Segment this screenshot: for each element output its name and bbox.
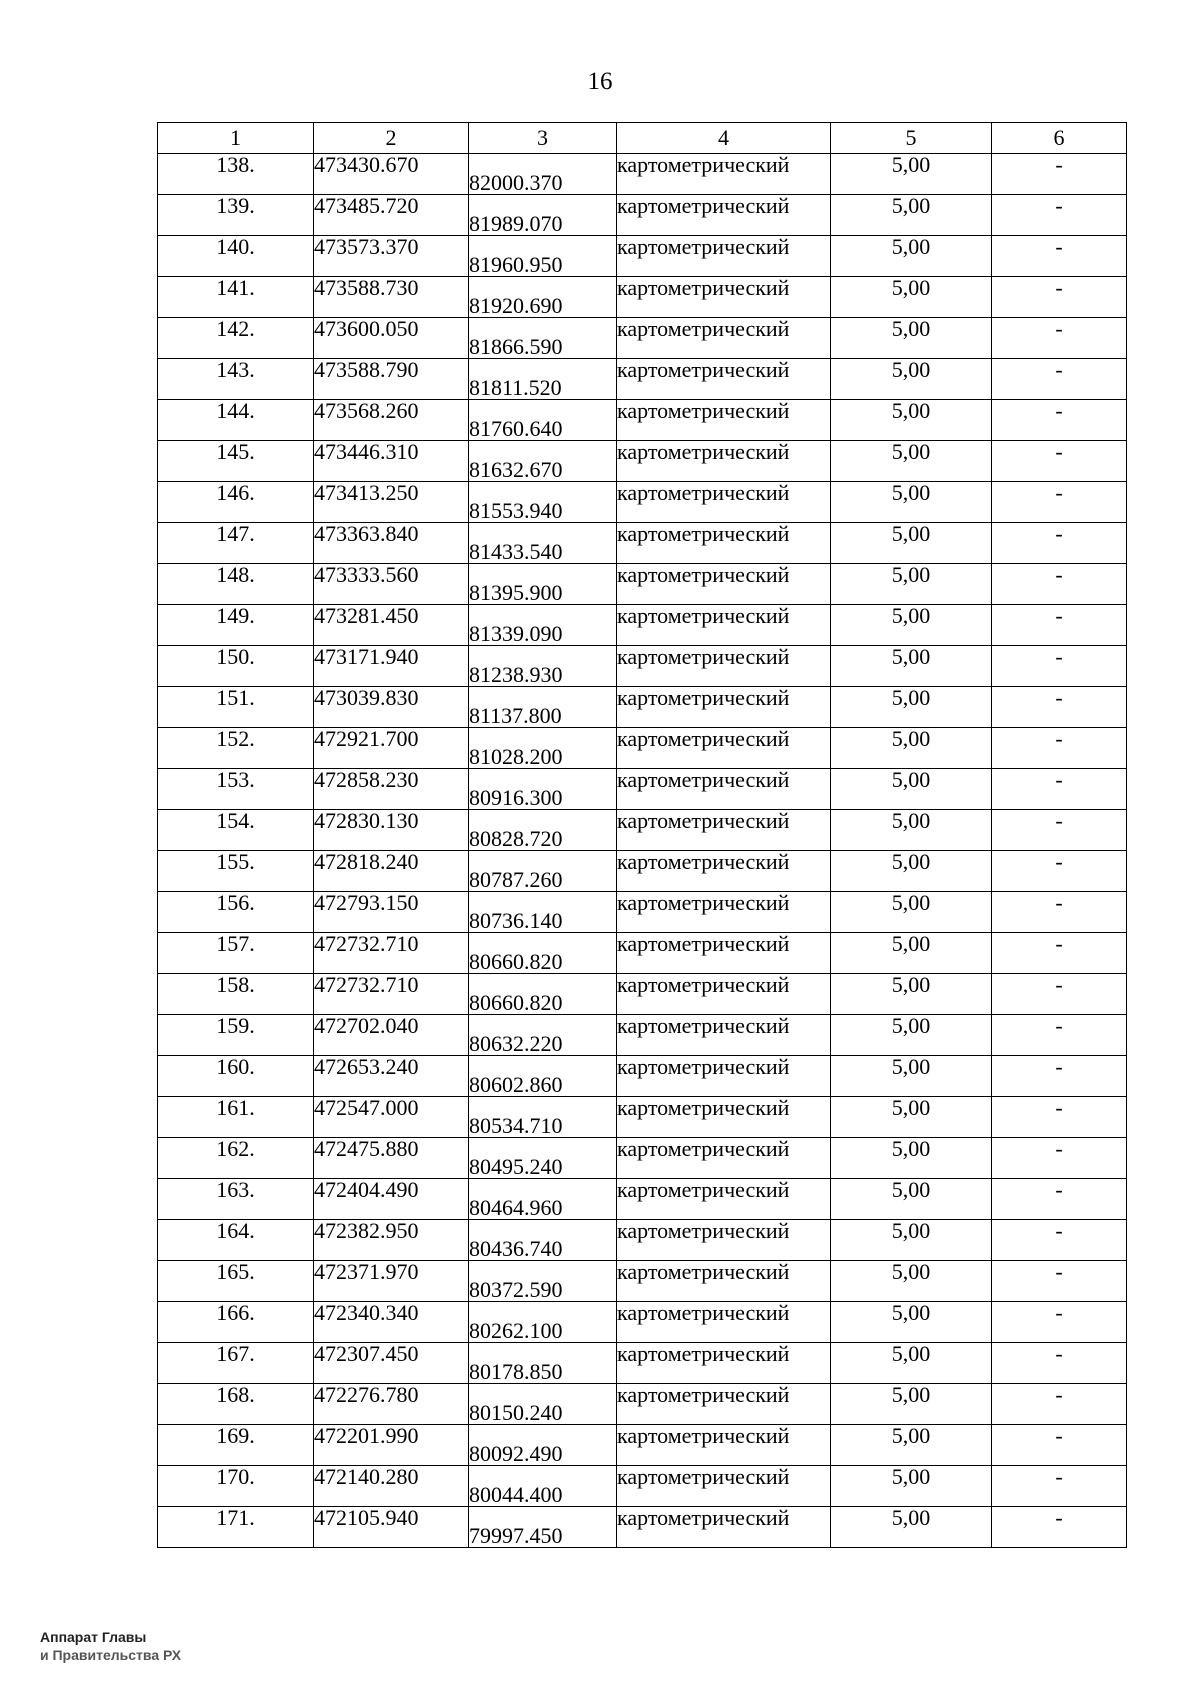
- accuracy-cell: 5,00: [831, 605, 992, 646]
- y-coordinate-cell: 81339.090: [469, 605, 617, 646]
- method-cell: картометрический: [617, 1507, 831, 1548]
- method-cell: картометрический: [617, 810, 831, 851]
- point-number-cell: 150.: [158, 646, 314, 687]
- point-number-cell: 165.: [158, 1261, 314, 1302]
- point-number-cell: 163.: [158, 1179, 314, 1220]
- note-cell: -: [992, 1015, 1127, 1056]
- point-number-cell: 169.: [158, 1425, 314, 1466]
- point-number-cell: 153.: [158, 769, 314, 810]
- x-coordinate-cell: 473430.670: [314, 154, 469, 195]
- table-row: [158, 1179, 1127, 1220]
- column-header: 5: [831, 123, 992, 154]
- x-coordinate-cell: 472858.230: [314, 769, 469, 810]
- x-coordinate-cell: 473588.790: [314, 359, 469, 400]
- note-cell: -: [992, 277, 1127, 318]
- x-coordinate-cell: 472921.700: [314, 728, 469, 769]
- accuracy-cell: 5,00: [831, 482, 992, 523]
- point-number-cell: 160.: [158, 1056, 314, 1097]
- table-row: [158, 1343, 1127, 1384]
- method-cell: картометрический: [617, 974, 831, 1015]
- x-coordinate-cell: 473446.310: [314, 441, 469, 482]
- note-cell: -: [992, 1179, 1127, 1220]
- point-number-cell: 166.: [158, 1302, 314, 1343]
- y-coordinate-cell: 80092.490: [469, 1425, 617, 1466]
- table-row: [158, 564, 1127, 605]
- accuracy-cell: 5,00: [831, 769, 992, 810]
- accuracy-cell: 5,00: [831, 277, 992, 318]
- method-cell: картометрический: [617, 564, 831, 605]
- note-cell: -: [992, 974, 1127, 1015]
- method-cell: картометрический: [617, 769, 831, 810]
- point-number-cell: 138.: [158, 154, 314, 195]
- point-number-cell: 161.: [158, 1097, 314, 1138]
- point-number-cell: 162.: [158, 1138, 314, 1179]
- method-cell: картометрический: [617, 1302, 831, 1343]
- point-number-cell: 158.: [158, 974, 314, 1015]
- table-row: [158, 810, 1127, 851]
- table-row: [158, 523, 1127, 564]
- x-coordinate-cell: 472404.490: [314, 1179, 469, 1220]
- note-cell: -: [992, 1425, 1127, 1466]
- point-number-cell: 146.: [158, 482, 314, 523]
- y-coordinate-cell: 81028.200: [469, 728, 617, 769]
- y-coordinate-cell: 80464.960: [469, 1179, 617, 1220]
- note-cell: -: [992, 1466, 1127, 1507]
- y-coordinate-cell: 80660.820: [469, 933, 617, 974]
- table-row: [158, 1138, 1127, 1179]
- note-cell: -: [992, 1384, 1127, 1425]
- accuracy-cell: 5,00: [831, 1466, 992, 1507]
- accuracy-cell: 5,00: [831, 441, 992, 482]
- x-coordinate-cell: 473568.260: [314, 400, 469, 441]
- note-cell: -: [992, 318, 1127, 359]
- x-coordinate-cell: 472793.150: [314, 892, 469, 933]
- note-cell: -: [992, 851, 1127, 892]
- y-coordinate-cell: 81632.670: [469, 441, 617, 482]
- y-coordinate-cell: 80632.220: [469, 1015, 617, 1056]
- method-cell: картометрический: [617, 1097, 831, 1138]
- note-cell: -: [992, 1138, 1127, 1179]
- table-row: [158, 728, 1127, 769]
- coordinates-table: [157, 122, 1127, 1548]
- y-coordinate-cell: 80262.100: [469, 1302, 617, 1343]
- point-number-cell: 156.: [158, 892, 314, 933]
- x-coordinate-cell: 472732.710: [314, 933, 469, 974]
- note-cell: -: [992, 892, 1127, 933]
- table-body: [158, 154, 1127, 1548]
- method-cell: картометрический: [617, 1425, 831, 1466]
- y-coordinate-cell: 80178.850: [469, 1343, 617, 1384]
- x-coordinate-cell: 472105.940: [314, 1507, 469, 1548]
- x-coordinate-cell: 472140.280: [314, 1466, 469, 1507]
- table-row: [158, 933, 1127, 974]
- accuracy-cell: 5,00: [831, 154, 992, 195]
- y-coordinate-cell: 80916.300: [469, 769, 617, 810]
- point-number-cell: 151.: [158, 687, 314, 728]
- y-coordinate-cell: 81866.590: [469, 318, 617, 359]
- table-row: [158, 1056, 1127, 1097]
- method-cell: картометрический: [617, 892, 831, 933]
- x-coordinate-cell: 472382.950: [314, 1220, 469, 1261]
- accuracy-cell: 5,00: [831, 687, 992, 728]
- x-coordinate-cell: 473333.560: [314, 564, 469, 605]
- table-row: [158, 974, 1127, 1015]
- x-coordinate-cell: 473573.370: [314, 236, 469, 277]
- note-cell: -: [992, 441, 1127, 482]
- method-cell: картометрический: [617, 318, 831, 359]
- y-coordinate-cell: 80602.860: [469, 1056, 617, 1097]
- y-coordinate-cell: 81433.540: [469, 523, 617, 564]
- note-cell: -: [992, 1343, 1127, 1384]
- y-coordinate-cell: 80660.820: [469, 974, 617, 1015]
- method-cell: картометрический: [617, 1343, 831, 1384]
- accuracy-cell: 5,00: [831, 195, 992, 236]
- point-number-cell: 170.: [158, 1466, 314, 1507]
- table-row: [158, 892, 1127, 933]
- accuracy-cell: 5,00: [831, 359, 992, 400]
- note-cell: -: [992, 1220, 1127, 1261]
- point-number-cell: 144.: [158, 400, 314, 441]
- accuracy-cell: 5,00: [831, 1179, 992, 1220]
- method-cell: картометрический: [617, 1138, 831, 1179]
- note-cell: -: [992, 1056, 1127, 1097]
- point-number-cell: 148.: [158, 564, 314, 605]
- x-coordinate-cell: 472307.450: [314, 1343, 469, 1384]
- note-cell: -: [992, 154, 1127, 195]
- method-cell: картометрический: [617, 1015, 831, 1056]
- accuracy-cell: 5,00: [831, 1097, 992, 1138]
- footer-stamp: [40, 1628, 181, 1664]
- x-coordinate-cell: 472201.990: [314, 1425, 469, 1466]
- method-cell: картометрический: [617, 195, 831, 236]
- method-cell: картометрический: [617, 646, 831, 687]
- table-row: [158, 1466, 1127, 1507]
- table-row: [158, 605, 1127, 646]
- note-cell: -: [992, 400, 1127, 441]
- y-coordinate-cell: 80534.710: [469, 1097, 617, 1138]
- accuracy-cell: 5,00: [831, 1015, 992, 1056]
- y-coordinate-cell: 80372.590: [469, 1261, 617, 1302]
- x-coordinate-cell: 472732.710: [314, 974, 469, 1015]
- table-header-row: [158, 123, 1127, 154]
- x-coordinate-cell: 473171.940: [314, 646, 469, 687]
- note-cell: -: [992, 1097, 1127, 1138]
- y-coordinate-cell: 80495.240: [469, 1138, 617, 1179]
- accuracy-cell: 5,00: [831, 1220, 992, 1261]
- table-row: [158, 1220, 1127, 1261]
- point-number-cell: 142.: [158, 318, 314, 359]
- table-row: [158, 1261, 1127, 1302]
- method-cell: картометрический: [617, 1466, 831, 1507]
- x-coordinate-cell: 473588.730: [314, 277, 469, 318]
- x-coordinate-cell: 472702.040: [314, 1015, 469, 1056]
- y-coordinate-cell: 82000.370: [469, 154, 617, 195]
- method-cell: картометрический: [617, 933, 831, 974]
- y-coordinate-cell: 81238.930: [469, 646, 617, 687]
- x-coordinate-cell: 472653.240: [314, 1056, 469, 1097]
- table-row: [158, 1302, 1127, 1343]
- accuracy-cell: 5,00: [831, 1138, 992, 1179]
- table-row: [158, 769, 1127, 810]
- column-header: 4: [617, 123, 831, 154]
- method-cell: картометрический: [617, 277, 831, 318]
- method-cell: картометрический: [617, 359, 831, 400]
- table-row: [158, 1015, 1127, 1056]
- accuracy-cell: 5,00: [831, 1056, 992, 1097]
- table-row: [158, 154, 1127, 195]
- y-coordinate-cell: 81989.070: [469, 195, 617, 236]
- point-number-cell: 143.: [158, 359, 314, 400]
- note-cell: -: [992, 687, 1127, 728]
- method-cell: картометрический: [617, 400, 831, 441]
- point-number-cell: 159.: [158, 1015, 314, 1056]
- method-cell: картометрический: [617, 523, 831, 564]
- y-coordinate-cell: 81811.520: [469, 359, 617, 400]
- table-row: [158, 359, 1127, 400]
- table-row: [158, 646, 1127, 687]
- note-cell: -: [992, 1261, 1127, 1302]
- table-row: [158, 1507, 1127, 1548]
- table-row: [158, 277, 1127, 318]
- point-number-cell: 145.: [158, 441, 314, 482]
- point-number-cell: 140.: [158, 236, 314, 277]
- accuracy-cell: 5,00: [831, 1384, 992, 1425]
- table-row: [158, 195, 1127, 236]
- note-cell: -: [992, 1507, 1127, 1548]
- table-row: [158, 1384, 1127, 1425]
- accuracy-cell: 5,00: [831, 933, 992, 974]
- x-coordinate-cell: 473281.450: [314, 605, 469, 646]
- y-coordinate-cell: 80736.140: [469, 892, 617, 933]
- y-coordinate-cell: 80828.720: [469, 810, 617, 851]
- accuracy-cell: 5,00: [831, 523, 992, 564]
- y-coordinate-cell: 79997.450: [469, 1507, 617, 1548]
- column-header: 1: [158, 123, 314, 154]
- accuracy-cell: 5,00: [831, 1343, 992, 1384]
- method-cell: картометрический: [617, 1220, 831, 1261]
- point-number-cell: 168.: [158, 1384, 314, 1425]
- point-number-cell: 147.: [158, 523, 314, 564]
- point-number-cell: 152.: [158, 728, 314, 769]
- y-coordinate-cell: 81960.950: [469, 236, 617, 277]
- column-header: 3: [469, 123, 617, 154]
- point-number-cell: 171.: [158, 1507, 314, 1548]
- note-cell: -: [992, 482, 1127, 523]
- table-row: [158, 236, 1127, 277]
- method-cell: картометрический: [617, 154, 831, 195]
- note-cell: -: [992, 646, 1127, 687]
- accuracy-cell: 5,00: [831, 564, 992, 605]
- table-row: [158, 318, 1127, 359]
- x-coordinate-cell: 472547.000: [314, 1097, 469, 1138]
- point-number-cell: 139.: [158, 195, 314, 236]
- footer-stamp-line-1: Аппарат Главы: [40, 1629, 147, 1645]
- y-coordinate-cell: 81920.690: [469, 277, 617, 318]
- y-coordinate-cell: 81395.900: [469, 564, 617, 605]
- method-cell: картометрический: [617, 482, 831, 523]
- y-coordinate-cell: 80150.240: [469, 1384, 617, 1425]
- x-coordinate-cell: 472371.970: [314, 1261, 469, 1302]
- y-coordinate-cell: 81137.800: [469, 687, 617, 728]
- table-row: [158, 441, 1127, 482]
- accuracy-cell: 5,00: [831, 851, 992, 892]
- footer-stamp-line-2: и Правительства РХ: [40, 1647, 182, 1663]
- note-cell: -: [992, 564, 1127, 605]
- y-coordinate-cell: 80787.260: [469, 851, 617, 892]
- x-coordinate-cell: 472340.340: [314, 1302, 469, 1343]
- table-row: [158, 482, 1127, 523]
- method-cell: картометрический: [617, 1261, 831, 1302]
- table-row: [158, 851, 1127, 892]
- accuracy-cell: 5,00: [831, 810, 992, 851]
- x-coordinate-cell: 472830.130: [314, 810, 469, 851]
- note-cell: -: [992, 523, 1127, 564]
- point-number-cell: 149.: [158, 605, 314, 646]
- column-header: 2: [314, 123, 469, 154]
- accuracy-cell: 5,00: [831, 1302, 992, 1343]
- method-cell: картометрический: [617, 236, 831, 277]
- accuracy-cell: 5,00: [831, 1507, 992, 1548]
- note-cell: -: [992, 1302, 1127, 1343]
- note-cell: -: [992, 236, 1127, 277]
- y-coordinate-cell: 80436.740: [469, 1220, 617, 1261]
- accuracy-cell: 5,00: [831, 236, 992, 277]
- method-cell: картометрический: [617, 728, 831, 769]
- y-coordinate-cell: 80044.400: [469, 1466, 617, 1507]
- note-cell: -: [992, 605, 1127, 646]
- method-cell: картометрический: [617, 1056, 831, 1097]
- note-cell: -: [992, 810, 1127, 851]
- table-row: [158, 1425, 1127, 1466]
- accuracy-cell: 5,00: [831, 974, 992, 1015]
- point-number-cell: 167.: [158, 1343, 314, 1384]
- table-row: [158, 1097, 1127, 1138]
- x-coordinate-cell: 473039.830: [314, 687, 469, 728]
- method-cell: картометрический: [617, 441, 831, 482]
- accuracy-cell: 5,00: [831, 400, 992, 441]
- x-coordinate-cell: 473363.840: [314, 523, 469, 564]
- x-coordinate-cell: 473600.050: [314, 318, 469, 359]
- x-coordinate-cell: 473413.250: [314, 482, 469, 523]
- x-coordinate-cell: 472276.780: [314, 1384, 469, 1425]
- y-coordinate-cell: 81760.640: [469, 400, 617, 441]
- point-number-cell: 141.: [158, 277, 314, 318]
- method-cell: картометрический: [617, 687, 831, 728]
- method-cell: картометрический: [617, 1179, 831, 1220]
- point-number-cell: 157.: [158, 933, 314, 974]
- table-row: [158, 687, 1127, 728]
- method-cell: картометрический: [617, 851, 831, 892]
- note-cell: -: [992, 728, 1127, 769]
- page-number: 16: [587, 68, 613, 95]
- accuracy-cell: 5,00: [831, 728, 992, 769]
- accuracy-cell: 5,00: [831, 1425, 992, 1466]
- accuracy-cell: 5,00: [831, 892, 992, 933]
- note-cell: -: [992, 359, 1127, 400]
- accuracy-cell: 5,00: [831, 318, 992, 359]
- y-coordinate-cell: 81553.940: [469, 482, 617, 523]
- point-number-cell: 164.: [158, 1220, 314, 1261]
- table-row: [158, 400, 1127, 441]
- point-number-cell: 154.: [158, 810, 314, 851]
- point-number-cell: 155.: [158, 851, 314, 892]
- method-cell: картометрический: [617, 605, 831, 646]
- note-cell: -: [992, 769, 1127, 810]
- x-coordinate-cell: 473485.720: [314, 195, 469, 236]
- method-cell: картометрический: [617, 1384, 831, 1425]
- accuracy-cell: 5,00: [831, 646, 992, 687]
- column-header: 6: [992, 123, 1127, 154]
- x-coordinate-cell: 472818.240: [314, 851, 469, 892]
- note-cell: -: [992, 933, 1127, 974]
- note-cell: -: [992, 195, 1127, 236]
- accuracy-cell: 5,00: [831, 1261, 992, 1302]
- x-coordinate-cell: 472475.880: [314, 1138, 469, 1179]
